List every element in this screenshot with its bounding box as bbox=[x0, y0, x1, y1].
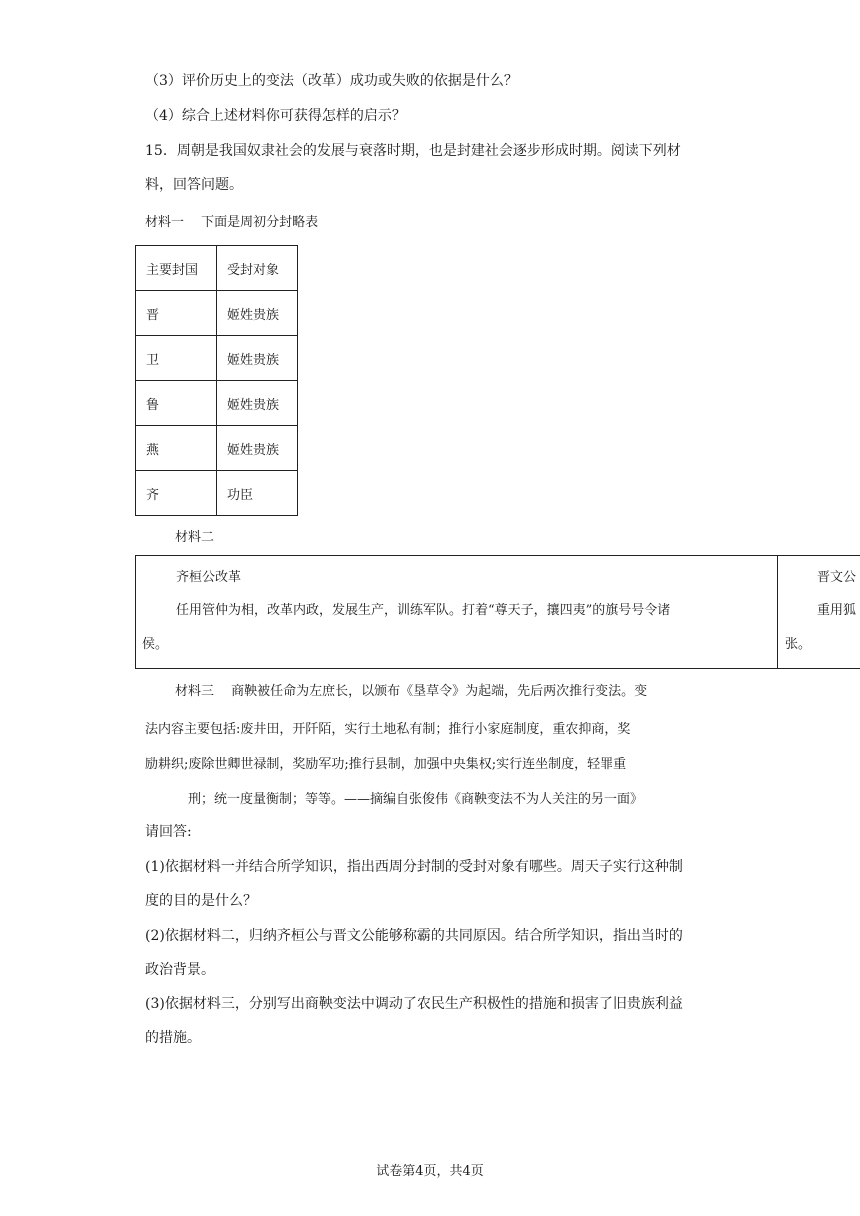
material-3-line2: 法内容主要包括:废井田，开阡陌，实行土地私有制；推行小家庭制度，重农抑商，奖 bbox=[145, 722, 631, 737]
table-row bbox=[136, 381, 298, 426]
material-1-title: 材料一 下面是周初分封略表 bbox=[145, 215, 319, 230]
table-row bbox=[136, 246, 298, 291]
sub-question-2-line2: 政治背景。 bbox=[145, 962, 215, 978]
sub-question-3-line2: 的措施。 bbox=[145, 1030, 201, 1046]
table-cell: 姬姓贵族 bbox=[217, 291, 298, 336]
sub-question-1-line2: 度的目的是什么？ bbox=[145, 893, 257, 909]
table-cell: 燕 bbox=[136, 426, 217, 471]
table-cell: 姬姓贵族 bbox=[217, 426, 298, 471]
qi-huan-body-line2: 侯。 bbox=[142, 637, 169, 652]
please-answer: 请回答: bbox=[145, 824, 192, 840]
reform-table bbox=[135, 555, 860, 669]
enfeoffment-table bbox=[135, 245, 298, 516]
table-cell: 晋 bbox=[136, 291, 217, 336]
question-4: （4）综合上述材料你可获得怎样的启示？ bbox=[145, 108, 406, 124]
material-2-title: 材料二 bbox=[175, 530, 215, 545]
question-15-line1: 15．周朝是我国奴隶社会的发展与衰落时期，也是封建社会逐步形成时期。阅读下列材 bbox=[145, 143, 681, 159]
table-header: 主要封国 bbox=[136, 246, 217, 291]
material-3-line4: 刑；统一度量衡制；等等。——摘编自张俊伟《商鞅变法不为人关注的另一面》 bbox=[188, 792, 644, 807]
table-cell: 功臣 bbox=[217, 471, 298, 516]
question-3: （3）评价历史上的变法（改革）成功或失败的依据是什么？ bbox=[145, 73, 518, 89]
table-row bbox=[136, 291, 298, 336]
qi-huan-body-line1: 任用管仲为相，改革内政，发展生产，训练军队。打着“尊天子，攘四夷”的旗号号令诸 bbox=[176, 603, 671, 618]
jin-wen-body-line2: 张。 bbox=[785, 637, 812, 652]
table-cell: 鲁 bbox=[136, 381, 217, 426]
table-cell: 姬姓贵族 bbox=[217, 381, 298, 426]
jin-wen-body-line1: 重用狐 bbox=[817, 603, 857, 618]
table-row bbox=[136, 471, 298, 516]
sub-question-3-line1: (3)依据材料三，分别写出商鞅变法中调动了农民生产积极性的措施和损害了旧贵族利益 bbox=[145, 996, 683, 1012]
table-cell: 卫 bbox=[136, 336, 217, 381]
table-row bbox=[136, 426, 298, 471]
material-3-line1: 材料三 商鞅被任命为左庶长，以颁布《垦草令》为起端，先后两次推行变法。变 bbox=[175, 684, 648, 699]
material-3-line3: 励耕织;废除世卿世禄制，奖励军功;推行县制，加强中央集权;实行连坐制度，轻罪重 bbox=[145, 757, 627, 772]
page-footer: 试卷第4页，共4页 bbox=[376, 1164, 484, 1179]
sub-question-2-line1: (2)依据材料二，归纳齐桓公与晋文公能够称霸的共同原因。结合所学知识，指出当时的 bbox=[145, 928, 683, 944]
jin-wen-title: 晋文公 bbox=[817, 570, 857, 585]
table-header: 受封对象 bbox=[217, 246, 298, 291]
question-15-line2: 料，回答问题。 bbox=[145, 177, 243, 193]
qi-huan-title: 齐桓公改革 bbox=[176, 570, 242, 585]
table-cell: 齐 bbox=[136, 471, 217, 516]
sub-question-1-line1: (1)依据材料一并结合所学知识，指出西周分封制的受封对象有哪些。周天子实行这种制 bbox=[145, 859, 683, 875]
table-row bbox=[136, 336, 298, 381]
table-divider bbox=[777, 556, 778, 668]
table-cell: 姬姓贵族 bbox=[217, 336, 298, 381]
